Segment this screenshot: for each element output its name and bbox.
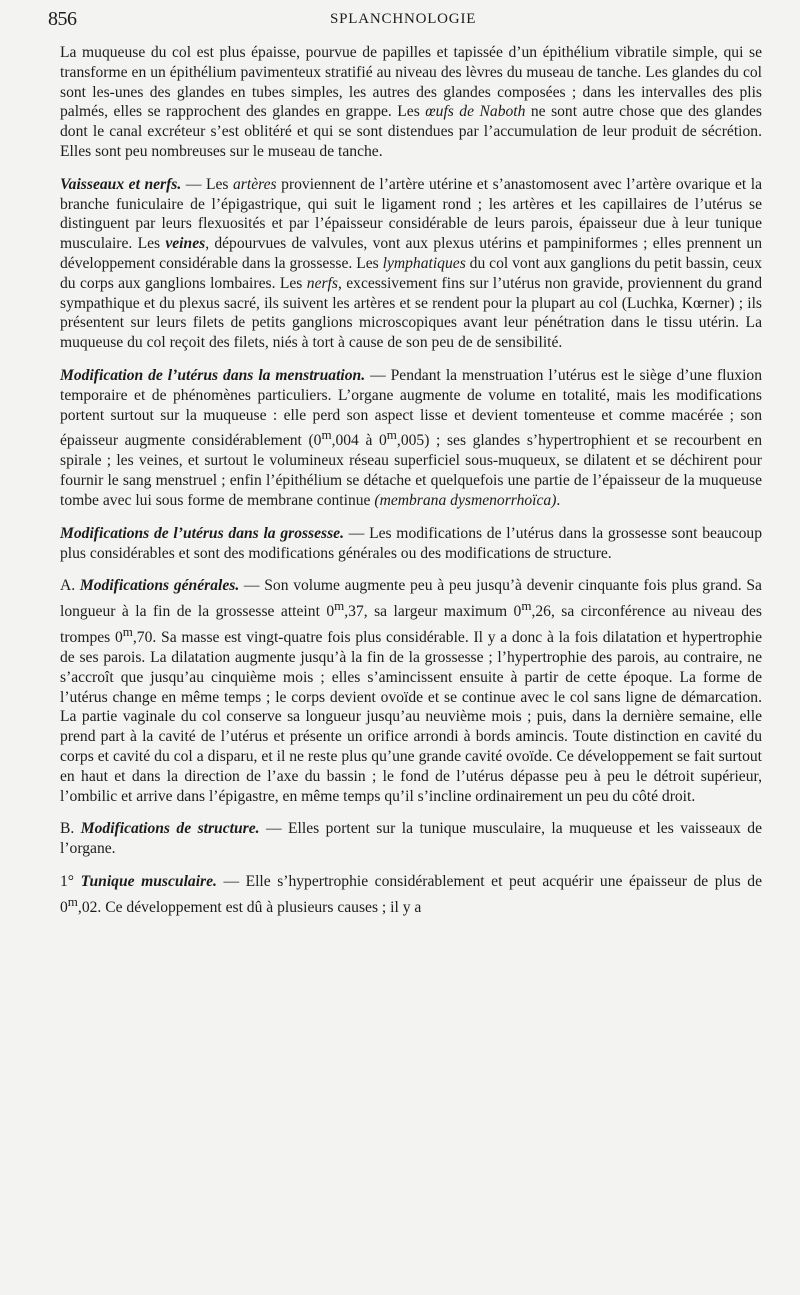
paragraph-vaisseaux-nerfs <box>60 175 762 353</box>
unit-superscript: m <box>321 427 332 443</box>
text-run: — Elle s’hypertrophie considérablement et peut acquérir une épaisseur de plus de 0 <box>60 873 762 917</box>
unit-superscript: m <box>334 598 345 614</box>
section-heading: Modifications générales. <box>79 577 240 595</box>
unit-superscript: m <box>521 598 532 614</box>
text-run: , excessivement fins sur l’utérus non gravide, proviennent du grand sympathique et du plexus sacré, ils suivent les artères et se rendent pour la plupart au col (Luchka, Kœrner) ; ils présentent sur leurs filets de petits ganglions microscopiques avant leur pénétration dans le tissu utérin. La muqueuse du col reçoit des filets, niés à tort à cause de son peu de de sensibilité. <box>60 274 762 352</box>
text-run: ,02. Ce développement est dû à plusieurs causes ; il y a <box>77 899 422 917</box>
unit-superscript: m <box>122 624 133 640</box>
text-run: — Pendant la menstruation l’utérus est le siège d’une fluxion temporaire et de phénomènes particuliers. L’organe augmente de volume en totalité, mais les modifications portent surtout sur la muqueuse : elle perd son aspect lisse et devient tomenteuse et comme macérée ; son épaisseur augmente considérablement (0 <box>60 366 762 450</box>
section-heading: Tunique musculaire. <box>80 873 217 891</box>
paragraph-lead: B. <box>60 820 81 838</box>
text-run: ne sont autre chose que des glandes dont le canal excréteur s’est oblitéré et qui se sont distendues par l’accumulation de leur produit de sécrétion. Elles sont peu nombreuses sur le museau de tanche. <box>60 103 762 160</box>
emphasis-text: lymphatiques <box>382 254 466 272</box>
section-heading: Modifications de structure. <box>80 820 260 838</box>
paragraph-menstruation <box>60 366 762 511</box>
text-run: — Les modifications de l’utérus dans la grossesse sont beaucoup plus considérables et sont des modifications générales ou des modifications de structure. <box>60 524 762 562</box>
section-heading: Modifications de l’utérus dans la grossesse. <box>60 524 345 542</box>
body-text <box>60 43 762 931</box>
emphasis-text: (membrana dysmenorrhoïca) <box>374 491 557 509</box>
text-run: — Elles portent sur la tunique musculaire, la muqueuse et les vaisseaux de l’organe. <box>60 820 762 858</box>
paragraph-modifications-structure <box>60 819 762 859</box>
text-run: ,37, sa largeur maximum 0 <box>344 603 522 621</box>
running-head: SPLANCHNOLOGIE <box>330 11 477 27</box>
text-run: — Son volume augmente peu à peu jusqu’à devenir cinquante fois plus grand. Sa longueur à la fin de la grossesse atteint 0 <box>60 577 762 621</box>
text-run: ,005) ; ses glandes s’hypertrophient et se recourbent en spirale ; les veines, et surtout le volumineux réseau superficiel sous-muqueux, se dilatent et se déchirent pour fournir le sang menstruel ; enfin l’épithélium se détache et quelquefois une partie de l’épaisseur de la muqueuse tombe avec lui sous forme de membrane continue <box>60 432 762 509</box>
text-run: ,004 à 0 <box>331 432 387 450</box>
text-run: proviennent de l’artère utérine et s’anastomosent avec l’artère ovarique et la branche funiculaire de l’épigastrique, qui suit le ligament rond ; les artères et les capillaires de l’utérus se distinguent par leurs flexuosités et par l’épaisseur considérable de leurs parois, épaisseur due à leur tunique musculaire. Les <box>60 175 763 253</box>
text-run: , dépourvues de valvules, vont aux plexus utérins et pampiniformes ; elles prennent un développement considérable dans la grossesse. Les <box>60 235 762 272</box>
paragraph-muqueuse-col <box>60 43 762 162</box>
text-run: La muqueuse du col est plus épaisse, pourvue de papilles et tapissée d’un épithélium vibratile simple, qui se transforme en un épithélium pavimenteux stratifié au niveau des lèvres du museau de tanche. Les glandes du col sont les-unes des glandes en tubes simples, les autres des glandes composées ; dans les intervalles des plis palmés, elles se rapprochent des glandes en grappe. Les <box>60 44 762 121</box>
paragraph-modifications-generales <box>60 576 762 806</box>
page-number: 856 <box>48 8 77 30</box>
emphasis-text: artères <box>233 175 277 193</box>
emphasis-text: œufs de Naboth <box>425 103 526 121</box>
text-run: . <box>556 491 561 509</box>
paragraph-grossesse <box>60 524 762 564</box>
paragraph-lead: 1° <box>60 873 81 891</box>
section-heading: Modification de l’utérus dans la menstruation. <box>60 366 366 384</box>
text-run: — Les <box>181 175 233 193</box>
emphasis-text: nerfs <box>306 274 338 292</box>
text-run: ,26, sa circonférence au niveau des trompes 0 <box>60 603 762 647</box>
unit-superscript: m <box>67 893 78 909</box>
emphasis-text: veines <box>165 235 206 253</box>
paragraph-lead: A. <box>60 577 80 595</box>
section-heading: Vaisseaux et nerfs. <box>60 175 182 193</box>
unit-superscript: m <box>386 427 397 443</box>
paragraph-tunique-musculaire <box>60 872 762 918</box>
text-run: du col vont aux ganglions du petit bassin, ceux du corps aux ganglions lombaires. Les <box>60 254 763 292</box>
text-run: ,70. Sa masse est vingt-quatre fois plus considérable. Il y a donc à la fois dilatation et hypertrophie de ses parois. La dilatation augmente jusqu’à la fin de la grossesse ; l’hypertrophie des parois, au contraire, ne s’accroît que jusqu’au cinquième mois ; elles s’amincissent ensuite à partir de cette époque. La forme de l’utérus change en même temps ; le corps devient ovoïde et se continue avec le col sans ligne de démarcation. La partie vaginale du col conserve sa longueur jusqu’au neuvième mois ; puis, dans la dernière semaine, elle prend part à la cavité de l’utérus et présente un orifice arrondi à bords amincis. Toute distinction en cavité du corps et cavité du col a disparu, et il ne reste plus qu’une grande cavité ovoïde. Ce développement se fait surtout en haut et dans la direction de l’axe du bassin ; le fond de l’utérus dépasse peu à peu le détroit supérieur, l’ombilic et arrive dans l’épigastre, en même temps qu’il s’incline ordinairement un peu du côté droit. <box>60 629 762 805</box>
